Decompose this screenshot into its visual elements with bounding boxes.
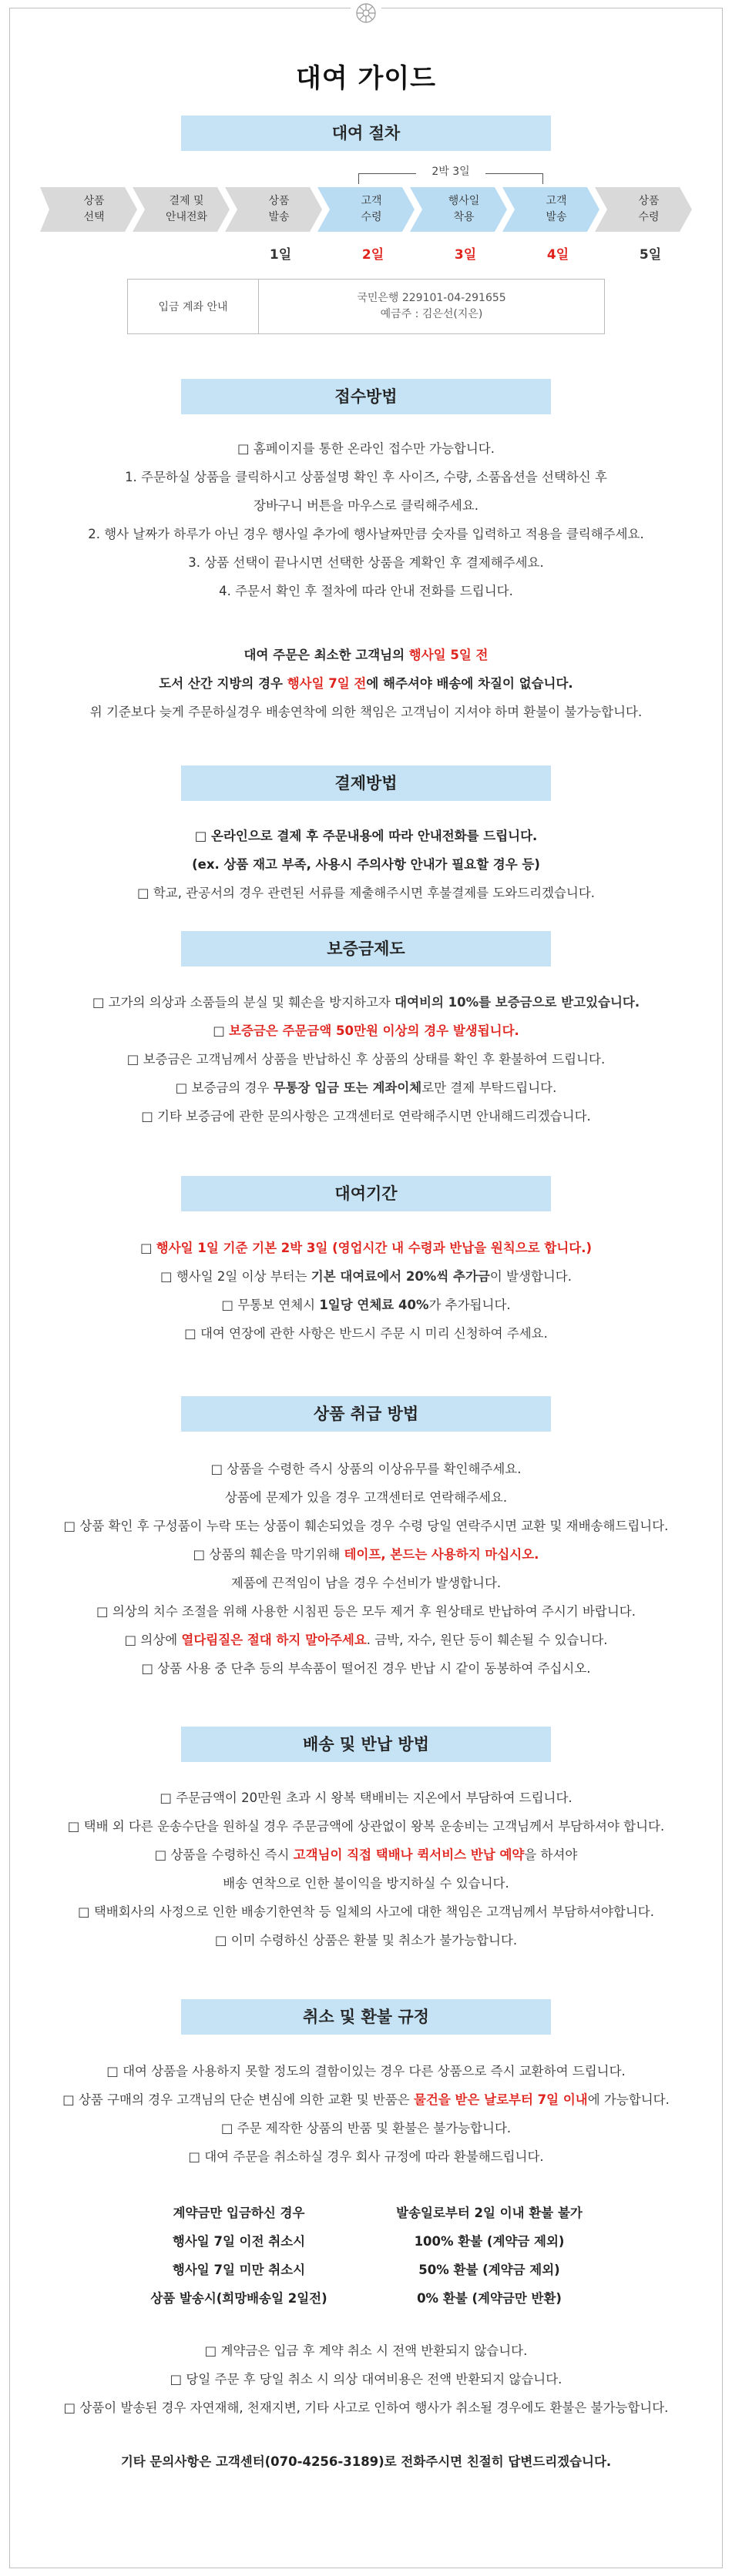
handling-line: □ 상품의 훼손을 막기위해 테이프, 본드는 사용하지 마십시오. bbox=[193, 1547, 539, 1562]
deposit-line: □ 기타 보증금에 관한 문의사항은 고객센터로 연락해주시면 안내해드리겠습니다. bbox=[141, 1109, 591, 1124]
day-label-1: 1일 bbox=[269, 247, 292, 263]
payment-line: □ 학교, 관공서의 경우 관련된 서류를 제출해주시면 후불결제를 도와드리겠습니다. bbox=[136, 886, 596, 900]
handling-line: 상품에 문제가 있을 경우 고객센터로 연락해주세요. bbox=[224, 1490, 508, 1505]
day-label-2: 2일 bbox=[361, 247, 384, 263]
process-step-2: 결제 및 안내전화 bbox=[165, 195, 208, 223]
section-heading-reception: 접수방법 bbox=[181, 379, 551, 414]
handling-line: □ 의상의 치수 조절을 위해 사용한 시침핀 등은 모두 제거 후 원상태로 반납하여 주시기 바랍니다. bbox=[96, 1604, 636, 1619]
reception-notice-1: 대여 주문은 최소한 고객님의 행사일 5일 전 bbox=[243, 648, 489, 662]
reception-line: □ 홈페이지를 통한 온라인 접수만 가능합니다. bbox=[237, 441, 495, 456]
refund-note: □ 상품이 발송된 경우 자연재해, 천재지변, 기타 사고로 인하여 행사가 취소될 경우에도 환불은 불가능합니다. bbox=[63, 2400, 669, 2415]
deposit-line: □ 고가의 의상과 소품들의 분실 및 훼손을 방지하고자 대여비의 10%를 보증금으로 받고있습니다. bbox=[92, 995, 640, 1010]
refund-table-rate: 0% 환불 (계약금만 반환) bbox=[417, 2291, 562, 2306]
page-title: 대여 가이드 bbox=[295, 63, 437, 94]
section-heading-handling: 상품 취급 방법 bbox=[181, 1396, 551, 1432]
process-step-3: 상품 발송 bbox=[268, 195, 290, 223]
process-step-6: 고객 발송 bbox=[546, 195, 567, 223]
refund-table-rate: 발송일로부터 2일 이내 환불 불가 bbox=[396, 2206, 583, 2220]
refund-table-rate: 100% 환불 (계약금 제외) bbox=[414, 2234, 565, 2249]
deposit-line: □ 보증금은 주문금액 50만원 이상의 경우 발생됩니다. bbox=[213, 1023, 519, 1038]
process-step-7: 상품 수령 bbox=[638, 195, 660, 223]
period-line: □ 대여 연장에 관한 사항은 반드시 주문 시 미리 신청하여 주세요. bbox=[184, 1326, 548, 1341]
handling-line: 제품에 끈적임이 남을 경우 수선비가 발생합니다. bbox=[230, 1576, 502, 1590]
refund-line: □ 상품 구매의 경우 고객님의 단순 변심에 의한 교환 및 반품은 물건을 받은 날로부터 7일 이내에 가능합니다. bbox=[62, 2092, 670, 2107]
process-step-1: 상품 선택 bbox=[83, 195, 105, 223]
section-heading-process: 대여 절차 bbox=[181, 116, 551, 151]
reception-notice-3: 위 기준보다 늦게 주문하실경우 배송연착에 의한 책임은 고객님이 지셔야 하며 환불이 불가능합니다. bbox=[89, 705, 643, 719]
period-line: □ 행사일 1일 기준 기본 2박 3일 (영업시간 내 수령과 반납을 원칙으로 합니다.) bbox=[139, 1241, 593, 1255]
refund-table-condition: 계약금만 입금하신 경우 bbox=[173, 2206, 305, 2220]
duration-label: 2박 3일 bbox=[416, 163, 485, 179]
section-heading-delivery: 배송 및 반납 방법 bbox=[181, 1727, 551, 1762]
reception-line: 4. 주문서 확인 후 절차에 따라 안내 전화를 드립니다. bbox=[219, 584, 513, 598]
reception-line: 3. 상품 선택이 끝나시면 선택한 상품을 계확인 후 결제해주세요. bbox=[188, 555, 544, 570]
day-label-4: 4일 bbox=[546, 247, 569, 263]
section-heading-period: 대여기간 bbox=[181, 1176, 551, 1211]
delivery-line: □ 이미 수령하신 상품은 환불 및 취소가 불가능합니다. bbox=[214, 1933, 518, 1948]
reception-line: 2. 행사 날짜가 하루가 아닌 경우 행사일 추가에 행사날짜만큼 숫자를 입력하고 적용을 클릭해주세요. bbox=[88, 527, 644, 541]
process-step-4: 고객 수령 bbox=[361, 195, 382, 223]
period-line: □ 무통보 연체시 1일당 연체료 40%가 추가됩니다. bbox=[221, 1298, 511, 1312]
delivery-line: □ 주문금액이 20만원 초과 시 왕복 택배비는 지온에서 부담하여 드립니다. bbox=[159, 1790, 573, 1805]
flower-emblem-icon bbox=[351, 0, 381, 26]
handling-line: □ 상품 사용 중 단추 등의 부속품이 떨어진 경우 반납 시 같이 동봉하여 주십시오. bbox=[141, 1661, 591, 1676]
contact-notice: 기타 문의사항은 고객센터(070-4256-3189)로 전화주시면 친절히 답변드리겠습니다. bbox=[120, 2454, 612, 2469]
refund-line: □ 대여 상품을 사용하지 못할 정도의 결함이있는 경우 다른 상품으로 즉시 교환하여 드립니다. bbox=[106, 2064, 626, 2079]
reception-line: 장바구니 버튼을 마우스로 클릭해주세요. bbox=[254, 498, 478, 513]
refund-table-condition: 행사일 7일 미만 취소시 bbox=[172, 2263, 306, 2277]
process-step-5: 행사일 착용 bbox=[448, 195, 480, 223]
section-heading-refund: 취소 및 환불 규정 bbox=[181, 1999, 551, 2035]
section-heading-deposit: 보증금제도 bbox=[181, 931, 551, 966]
handling-line: □ 상품 확인 후 구성품이 누락 또는 상품이 훼손되었을 경우 수령 당일 연락주시면 교환 및 재배송해드립니다. bbox=[63, 1519, 669, 1533]
handling-line: □ 상품을 수령한 즉시 상품의 이상유무를 확인해주세요. bbox=[210, 1462, 522, 1476]
refund-line: □ 대여 주문을 취소하실 경우 회사 규정에 따라 환불해드립니다. bbox=[188, 2149, 544, 2164]
section-heading-payment: 결제방법 bbox=[181, 765, 551, 801]
delivery-line: □ 상품을 수령하신 즉시 고객님이 직접 택배나 퀵서비스 반납 예약을 하셔야 bbox=[154, 1847, 578, 1862]
payment-line: □ 온라인으로 결제 후 주문내용에 따라 안내전화를 드립니다. bbox=[194, 829, 538, 843]
delivery-line: 배송 연착으로 인한 불이익을 방지하실 수 있습니다. bbox=[223, 1876, 509, 1891]
day-label-3: 3일 bbox=[454, 247, 477, 263]
handling-line: □ 의상에 열다림질은 절대 하지 말아주세요. 금박, 자수, 원단 등이 훼손될 수 있습니다. bbox=[124, 1633, 608, 1647]
delivery-line: □ 택배회사의 사정으로 인한 배송기한연착 등 일체의 사고에 대한 책임은 고객님께서 부담하셔야합니다. bbox=[78, 1904, 654, 1919]
bank-account-value: 국민은행 229101-04-291655 예금주 : 김은선(지은) bbox=[357, 292, 506, 320]
refund-note: □ 계약금은 입금 후 계약 취소 시 전액 반환되지 않습니다. bbox=[204, 2343, 528, 2358]
reception-notice-2: 도서 산간 지방의 경우 행사일 7일 전에 해주셔야 배송에 차질이 없습니다. bbox=[159, 676, 573, 691]
bank-account-label: 입금 계좌 안내 bbox=[128, 280, 259, 333]
refund-table-condition: 행사일 7일 이전 취소시 bbox=[172, 2234, 306, 2249]
refund-note: □ 당일 주문 후 당일 취소 시 의상 대여비용은 전액 반환되지 않습니다. bbox=[170, 2372, 562, 2387]
period-line: □ 행사일 2일 이상 부터는 기본 대여료에서 20%씩 추가금이 발생합니다. bbox=[160, 1269, 572, 1284]
delivery-line: □ 택배 외 다른 운송수단을 원하실 경우 주문금액에 상관없이 왕복 운송비는 고객님께서 부담하셔야 합니다. bbox=[67, 1819, 665, 1834]
bank-account-box bbox=[127, 279, 605, 334]
refund-table-rate: 50% 환불 (계약금 제외) bbox=[418, 2263, 560, 2277]
deposit-line: □ 보증금의 경우 무통장 입금 또는 계좌이체로만 결제 부탁드립니다. bbox=[175, 1080, 557, 1095]
deposit-line: □ 보증금은 고객님께서 상품을 반납하신 후 상품의 상태를 확인 후 환불하여 드립니다. bbox=[126, 1052, 606, 1067]
refund-line: □ 주문 제작한 상품의 반품 및 환불은 불가능합니다. bbox=[220, 2121, 512, 2136]
refund-table-condition: 상품 발송시(희망배송일 2일전) bbox=[150, 2291, 327, 2306]
reception-line: 1. 주문하실 상품을 클릭하시고 상품설명 확인 후 사이즈, 수량, 소품옵션을 선택하신 후 bbox=[125, 470, 607, 484]
payment-line: (ex. 상품 재고 부족, 사용시 주의사항 안내가 필요할 경우 등) bbox=[192, 857, 540, 872]
day-label-5: 5일 bbox=[639, 247, 662, 263]
